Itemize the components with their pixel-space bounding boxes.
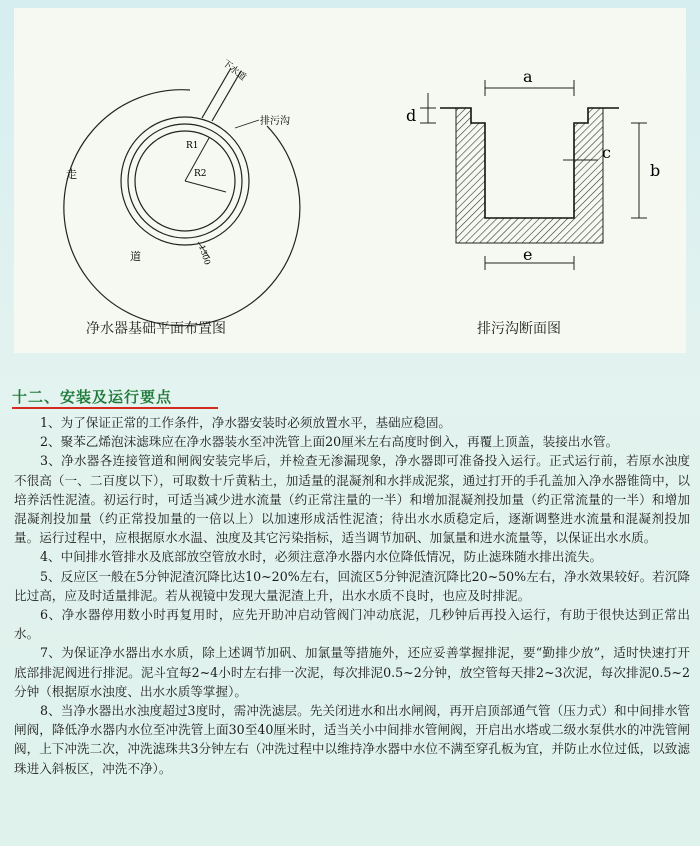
dim-d-label: d bbox=[406, 106, 417, 125]
paragraph: 6、净水器停用数小时再复用时，应先开助冲启动管阀门冲动底泥，几秒钟后再投入运行，有助于很快达到正常出水。 bbox=[14, 607, 690, 642]
section-title: 十二、安装及运行要点 bbox=[12, 388, 173, 406]
dim-e-label: e bbox=[523, 245, 533, 264]
dim-a-label: a bbox=[523, 67, 533, 86]
foundation-plan bbox=[64, 57, 300, 326]
diagram-panel bbox=[14, 8, 686, 353]
drain-leader-line bbox=[235, 120, 259, 128]
dim-c-label: c bbox=[602, 143, 611, 162]
r1-label: R1 bbox=[186, 141, 199, 151]
r2-label: R2 bbox=[194, 169, 207, 179]
paragraph: 5、反应区一般在5分钟泥渣沉降比达10~20%左右，回流区5分钟泥渣沉降比20~50%左右，净水效果较好。若沉降比过高，应及时适量排泥。若从视镜中发现大量泥渣上升，出水水质不良时，也应及时排泥。 bbox=[14, 568, 690, 603]
inlet-label: 下水道 bbox=[220, 58, 248, 83]
paragraph: 1、为了保证正常的工作条件，净水器安装时必须放置水平，基础应稳固。 bbox=[40, 415, 452, 430]
dim-b-label: b bbox=[650, 161, 661, 180]
inlet-channel-left bbox=[202, 68, 231, 118]
dim-1300-label: 1300 bbox=[197, 243, 212, 266]
road-label: 道 bbox=[130, 250, 141, 263]
instructions-body bbox=[14, 413, 690, 778]
radius-r2 bbox=[185, 181, 226, 192]
drain-hatched-wall bbox=[456, 108, 603, 243]
diagrams-svg bbox=[14, 8, 686, 353]
paragraph: 4、中间排水管排水及底部放空管放水时，必须注意净水器内水位降低情况，防止滤珠随水排出流失。 bbox=[40, 549, 603, 565]
drain-section-caption: 排污沟断面图 bbox=[477, 321, 561, 337]
drain-section bbox=[406, 67, 660, 270]
paragraph: 8、当净水器出水浊度超过3度时，需冲洗滤层。先关闭进水和出水闸阀，再开启顶部通气管（压力式）和中间排水管闸阀，降低净水器内水位至冲洗管上面30至40厘米时，适当关小中间排水管闸阀，开启出水塔或二级水泵供水的冲洗管闸阀，上下冲洗二次，冲洗滤珠共3分钟左右（冲洗过程中以维持净水器中水位不满至穿孔板为宜，并防止水位过低，以致滤珠进入斜板区，冲洗不净）。 bbox=[14, 703, 690, 776]
walk-label: 走 bbox=[66, 168, 77, 181]
foundation-plan-caption: 净水器基础平面布置图 bbox=[86, 321, 226, 337]
paragraph: 7、为保证净水器出水水质，除上述调节加矾、加氯量等措施外，还应妥善掌握排泥，要“勤排少放”，适时快速打开底部排泥阀进行排泥。泥斗宜每2~4小时左右排一次泥，每次排泥0.5~2分钟，放空管每天排2~3次泥，每次排泥0.5~2分钟（根据原水浊度、出水水质等掌握）。 bbox=[14, 645, 690, 699]
paragraph: 3、净水器各连接管道和闸阀安装完毕后，并检查无渗漏现象，净水器即可准备投入运行。正式运行前，若原水浊度不很高（一、二百度以下），可取数十斤黄粘土，加适量的混凝剂和水拌成泥浆，通过打开的手孔盖加入净水器锥筒中，以培养活性泥渣。初运行时，可适当减少进水流量（约正常注量的一半）和增加混凝剂投加量（约正常流量的一半）和增加混凝剂投加量（约正常投加量的一倍以上）以加速形成活性泥渣；待出水水质稳定后，逐渐调整进水流量和混凝剂投加量。运行过程中，应根据原水水温、浊度及其它污染指标，适当调节加矾、加氯量和进水流量等，以保证出水水质。 bbox=[14, 453, 690, 546]
paragraph: 2、聚苯乙烯泡沫滤珠应在净水器装水至冲洗管上面20厘米左右高度时倒入，再覆上顶盖，装接出水管。 bbox=[40, 434, 619, 450]
section-underline bbox=[12, 407, 218, 409]
drain-label: 排污沟 bbox=[260, 116, 290, 127]
